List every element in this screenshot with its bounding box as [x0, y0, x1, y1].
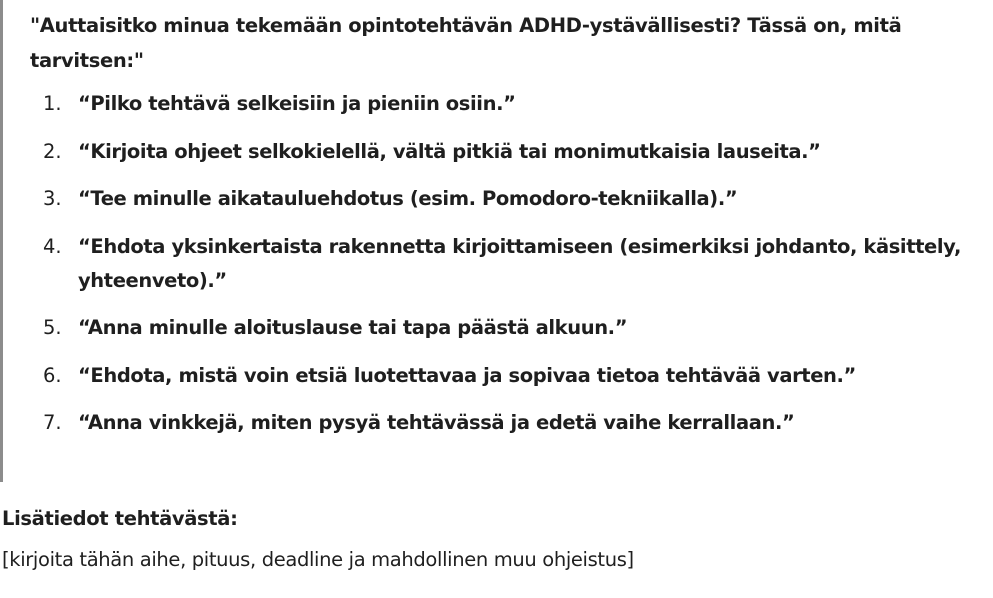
list-item: [43, 87, 983, 121]
list-item-text: “Anna minulle aloituslause tai tapa päästä alkuun.”: [78, 316, 628, 339]
list-item-text: “Ehdota yksinkertaista rakennetta kirjoittamiseen (esimerkiksi johdanto, käsittely, yhteenveto).”: [78, 234, 961, 292]
list-number: 2.: [43, 139, 62, 163]
list-item-text: “Kirjoita ohjeet selkokielellä, vältä pitkiä tai monimutkaisia lauseita.”: [78, 139, 821, 163]
list-number: 3.: [43, 187, 62, 210]
list-item: [43, 406, 983, 440]
request-list: [43, 87, 983, 454]
extra-info-heading: Lisätiedot tehtävästä:: [2, 507, 238, 530]
list-item: [43, 359, 983, 393]
list-item: [43, 311, 983, 345]
list-item-text: “Pilko tehtävä selkeisiin ja pieniin osiin.”: [78, 92, 516, 115]
list-item-text: “Tee minulle aikatauluehdotus (esim. Pomodoro-tekniikalla).”: [78, 187, 738, 210]
list-number: 4.: [43, 234, 62, 258]
list-item: [43, 182, 983, 216]
list-item: [43, 135, 983, 169]
extra-info-section: [2, 501, 982, 578]
list-item: [43, 230, 983, 298]
list-number: 7.: [43, 411, 62, 434]
list-number: 5.: [43, 316, 62, 339]
list-item-text: “Anna vinkkejä, miten pysyä tehtävässä ja edetä vaihe kerrallaan.”: [78, 411, 795, 434]
extra-info-placeholder: [kirjoita tähän aihe, pituus, deadline ja mahdollinen muu ohjeistus]: [2, 548, 634, 571]
request-intro: "Auttaisitko minua tekemään opintotehtävän ADHD-ystävällisesti? Tässä on, mitä tarvitsen:": [30, 14, 902, 72]
list-number: 1.: [43, 92, 62, 115]
list-number: 6.: [43, 363, 62, 387]
list-item-text: “Ehdota, mistä voin etsiä luotettavaa ja sopivaa tietoa tehtävää varten.”: [78, 363, 856, 387]
